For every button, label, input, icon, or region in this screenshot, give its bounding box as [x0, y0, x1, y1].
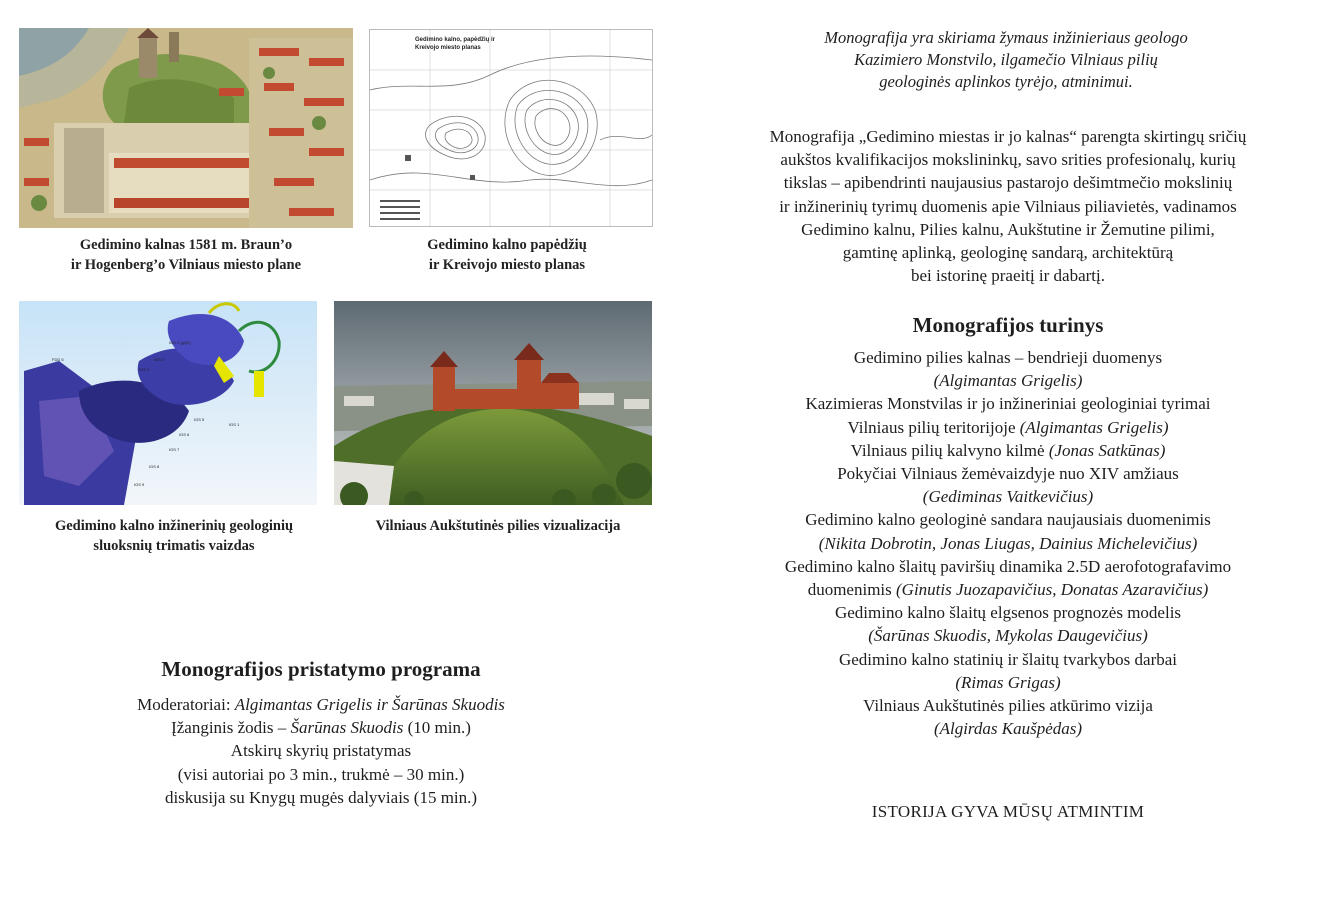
- caption-line: ir Hogenberg’o Vilniaus miesto plane: [70, 257, 302, 273]
- contents-line: Gedimino pilies kalnas – bendrieji duomenys: [853, 348, 1163, 367]
- description-line: tikslas – apibendrinti naujausius pastarojo dešimtmečio mokslinių: [783, 173, 1233, 193]
- dedication-line: Monografija yra skiriama žymaus inžinieriaus geologo: [824, 28, 1188, 47]
- image-castle-visualization: [334, 301, 652, 505]
- contents-line: (Gediminas Vaitkevičius): [922, 487, 1094, 507]
- image-3d-layers: [19, 301, 317, 505]
- description-line: gamtinę aplinką, geologinę sandarą, architektūrą: [842, 243, 1174, 263]
- image-topographic-plan: [369, 29, 653, 227]
- footer-slogan: ISTORIJA GYVA MŪSŲ ATMINTIM: [871, 802, 1145, 821]
- intro-label: Įžanginis žodis –: [171, 718, 291, 738]
- caption-line: Gedimino kalno inžinerinių geologinių: [54, 518, 294, 534]
- dedication-line: geologinės aplinkos tyrėjo, atminimui.: [879, 72, 1133, 91]
- dedication-line: Kazimiero Monstvilo, ilgamečio Vilniaus pilių: [854, 50, 1158, 69]
- program-moderators: [20, 693, 622, 716]
- svg-text:IGS 5: IGS 5: [194, 417, 205, 422]
- contents-line: (Rimas Grigas): [955, 672, 1061, 692]
- svg-text:IGS 4: IGS 4: [139, 367, 150, 372]
- contents-line: Gedimino kalno statinių ir šlaitų tvarkybos darbai: [838, 649, 1178, 669]
- description-line: bei istorinę praeitį ir dabartį.: [910, 266, 1105, 286]
- caption-line: Vilniaus Aukštutinės pilies vizualizacija: [375, 518, 621, 534]
- contents-line: (Nikita Dobrotin, Jonas Liugas, Dainius Michelevičius): [818, 533, 1198, 553]
- contents-line: Gedimino kalno geologinė sandara naujausiais duomenimis: [805, 510, 1211, 530]
- dedication: [700, 27, 1312, 93]
- svg-text:IGS 3: IGS 3: [154, 357, 165, 362]
- description-line: Monografija „Gedimino miestas ir jo kalnas“ parengta skirtingų sričių: [769, 127, 1247, 146]
- intro-speaker: Šarūnas Skuodis: [290, 718, 404, 738]
- caption-castle-visualization: [334, 516, 662, 536]
- presentation-program: [20, 655, 622, 809]
- program-chapters: Atskirų skyrių pristatymas: [230, 741, 412, 761]
- program-discussion: diskusija su Knygų mugės dalyviais (15 min.): [164, 787, 478, 807]
- contents-line: (Šarūnas Skuodis, Mykolas Daugevičius): [868, 626, 1148, 646]
- monograph-contents: [700, 311, 1316, 740]
- image-braun-hogenberg-plan: [19, 28, 353, 228]
- moderators-names: Algimantas Grigelis ir Šarūnas Skuodis: [234, 695, 505, 714]
- description-line: aukštos kvalifikacijos mokslininkų, savo srities profesionalų, kurių: [780, 150, 1236, 170]
- program-title: Monografijos pristatymo programa: [161, 657, 481, 681]
- contents-line: Vilniaus pilių teritorijoje (Algimantas Grigelis): [847, 417, 1169, 437]
- svg-text:Gedimino kalno, papėdžių ir: Gedimino kalno, papėdžių ir: [415, 37, 496, 43]
- caption-3d-layers: [19, 516, 329, 556]
- caption-topographic-plan: [369, 235, 645, 275]
- intro-time: (10 min.): [403, 718, 471, 738]
- svg-text:IGS 7: IGS 7: [169, 447, 180, 452]
- program-chapters-detail: (visi autoriai po 3 min., trukmė – 30 min.): [177, 764, 465, 784]
- contents-line: Vilniaus Aukštutinės pilies atkūrimo vizija: [863, 696, 1153, 716]
- svg-text:IGS 6: IGS 6: [179, 432, 190, 437]
- contents-line: Gedimino kalno šlaitų paviršių dinamika 2.5D aerofotografavimo: [784, 556, 1232, 576]
- monograph-description: [700, 125, 1316, 287]
- contents-line: Pokyčiai Vilniaus žemėvaizdyje nuo XIV amžiaus: [837, 464, 1179, 484]
- contents-line: duomenimis (Ginutis Juozapavičius, Donatas Azaravičius): [807, 580, 1209, 600]
- caption-braun-hogenberg: [19, 235, 353, 275]
- contents-line: (Algirdas Kaušpėdas): [933, 719, 1083, 739]
- caption-line: sluoksnių trimatis vaizdas: [93, 538, 255, 554]
- svg-text:IGS 9: IGS 9: [134, 482, 145, 487]
- svg-text:IGS 1: IGS 1: [229, 422, 240, 427]
- caption-line: ir Kreivojo miesto planas: [428, 257, 586, 273]
- program-intro: [20, 716, 622, 739]
- caption-line: Gedimino kalno papėdžių: [427, 237, 587, 253]
- description-line: ir inžinerinių tyrimų duomenis apie Vilniaus piliavietės, vadinamos: [779, 196, 1237, 216]
- contents-line: Vilniaus pilių kalvyno kilmė (Jonas Satkūnas): [850, 440, 1166, 460]
- contents-line: (Algimantas Grigelis): [933, 371, 1083, 391]
- svg-text:IGS 8: IGS 8: [149, 464, 160, 469]
- contents-line: Gedimino kalno šlaitų elgsenos prognozės modelis: [834, 603, 1182, 623]
- contents-line: Kazimieras Monstvilas ir jo inžineriniai geologiniai tyrimai: [805, 394, 1211, 414]
- svg-text:IGS 2 (gQ2): IGS 2 (gQ2): [169, 340, 191, 345]
- contents-title: Monografijos turinys: [912, 313, 1104, 337]
- svg-text:Kreivojo miesto planas: Kreivojo miesto planas: [415, 45, 481, 51]
- caption-line: Gedimino kalnas 1581 m. Braun’o: [79, 237, 293, 253]
- svg-text:FDD 5: FDD 5: [52, 357, 64, 362]
- moderators-label: Moderatoriai:: [137, 695, 235, 714]
- description-line: Gedimino kalnu, Pilies kalnu, Aukštutine ir Žemutine pilimi,: [801, 219, 1215, 239]
